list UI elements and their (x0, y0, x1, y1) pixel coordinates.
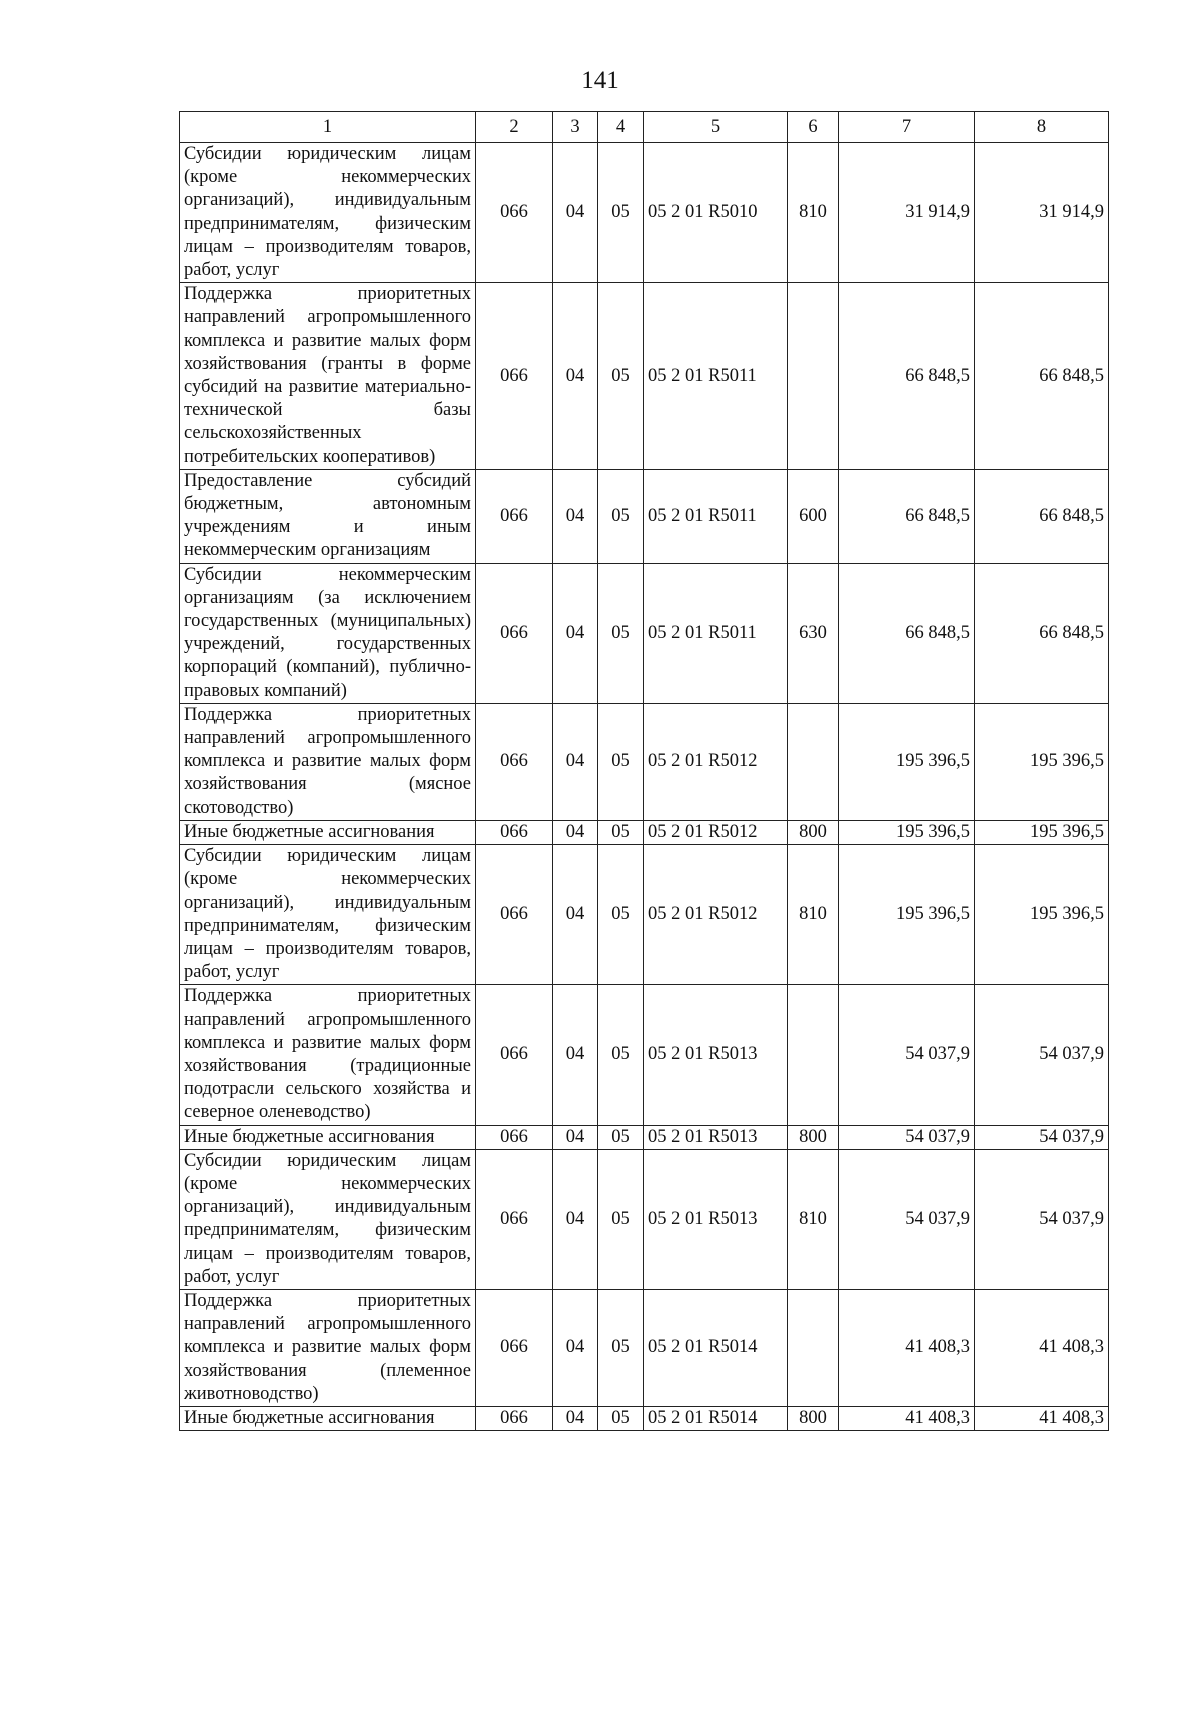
header-row (180, 112, 1109, 143)
section-code-cell: 04 (553, 563, 598, 703)
amount-total-cell: 41 408,3 (975, 1406, 1109, 1430)
description-cell: Иные бюджетные ассигнования (180, 820, 476, 844)
table-row (180, 1149, 1109, 1289)
section-code-cell: 04 (553, 143, 598, 283)
section-code-cell: 04 (553, 820, 598, 844)
description-cell: Поддержка приоритетных направлений агропромышленного комплекса и развитие малых форм хозяйствования (племенное животноводство) (180, 1289, 476, 1406)
table-row (180, 1406, 1109, 1430)
section-code-cell: 04 (553, 1289, 598, 1406)
expense-type-cell: 810 (788, 845, 839, 985)
expense-type-cell: 630 (788, 563, 839, 703)
target-article-cell: 05 2 01 R5013 (644, 1149, 788, 1289)
subsection-code-cell: 05 (598, 563, 644, 703)
table-row (180, 563, 1109, 703)
subsection-code-cell: 05 (598, 143, 644, 283)
table-row (180, 283, 1109, 470)
section-code-cell: 04 (553, 283, 598, 470)
header-cell-8: 8 (975, 112, 1109, 143)
section-code-cell: 04 (553, 1149, 598, 1289)
table-row (180, 469, 1109, 563)
table-body (180, 143, 1109, 1431)
target-article-cell: 05 2 01 R5010 (644, 143, 788, 283)
description-cell: Субсидии юридическим лицам (кроме некоммерческих организаций), индивидуальным предпринимателям, физическим лицам – производителям товаров, работ, услуг (180, 143, 476, 283)
amount-total-cell: 195 396,5 (975, 703, 1109, 820)
ministry-code-cell: 066 (476, 1149, 553, 1289)
target-article-cell: 05 2 01 R5014 (644, 1406, 788, 1430)
ministry-code-cell: 066 (476, 143, 553, 283)
subsection-code-cell: 05 (598, 1289, 644, 1406)
amount-cell: 31 914,9 (839, 143, 975, 283)
description-cell: Иные бюджетные ассигнования (180, 1406, 476, 1430)
target-article-cell: 05 2 01 R5011 (644, 563, 788, 703)
expense-type-cell (788, 1289, 839, 1406)
amount-total-cell: 54 037,9 (975, 1149, 1109, 1289)
subsection-code-cell: 05 (598, 469, 644, 563)
description-cell: Субсидии некоммерческим организациям (за исключением государственных (муниципальных) учреждений, государственных корпораций (компаний), публично-правовых компаний) (180, 563, 476, 703)
amount-cell: 41 408,3 (839, 1406, 975, 1430)
section-code-cell: 04 (553, 985, 598, 1125)
header-cell-7: 7 (839, 112, 975, 143)
expense-type-cell: 800 (788, 1125, 839, 1149)
amount-total-cell: 41 408,3 (975, 1289, 1109, 1406)
ministry-code-cell: 066 (476, 563, 553, 703)
target-article-cell: 05 2 01 R5012 (644, 703, 788, 820)
amount-cell: 54 037,9 (839, 1125, 975, 1149)
amount-cell: 195 396,5 (839, 820, 975, 844)
table-row (180, 143, 1109, 283)
amount-total-cell: 66 848,5 (975, 469, 1109, 563)
amount-cell: 54 037,9 (839, 1149, 975, 1289)
target-article-cell: 05 2 01 R5013 (644, 1125, 788, 1149)
target-article-cell: 05 2 01 R5013 (644, 985, 788, 1125)
amount-total-cell: 195 396,5 (975, 820, 1109, 844)
amount-total-cell: 54 037,9 (975, 985, 1109, 1125)
amount-total-cell: 66 848,5 (975, 563, 1109, 703)
table-row (180, 845, 1109, 985)
expense-type-cell (788, 283, 839, 470)
amount-total-cell: 31 914,9 (975, 143, 1109, 283)
subsection-code-cell: 05 (598, 703, 644, 820)
description-cell: Субсидии юридическим лицам (кроме некоммерческих организаций), индивидуальным предпринимателям, физическим лицам – производителям товаров, работ, услуг (180, 1149, 476, 1289)
header-cell-2: 2 (476, 112, 553, 143)
header-cell-1: 1 (180, 112, 476, 143)
ministry-code-cell: 066 (476, 845, 553, 985)
expense-type-cell: 810 (788, 143, 839, 283)
section-code-cell: 04 (553, 1125, 598, 1149)
ministry-code-cell: 066 (476, 820, 553, 844)
description-cell: Поддержка приоритетных направлений агропромышленного комплекса и развитие малых форм хозяйствования (гранты в форме субсидий на развитие материально-технической базы сельскохозяйственных потребительских кооперативов) (180, 283, 476, 470)
subsection-code-cell: 05 (598, 845, 644, 985)
expense-type-cell: 810 (788, 1149, 839, 1289)
description-cell: Поддержка приоритетных направлений агропромышленного комплекса и развитие малых форм хозяйствования (традиционные подотрасли сельского хозяйства и северное оленеводство) (180, 985, 476, 1125)
section-code-cell: 04 (553, 703, 598, 820)
table-row (180, 1125, 1109, 1149)
amount-cell: 66 848,5 (839, 283, 975, 470)
expense-type-cell (788, 985, 839, 1125)
amount-cell: 195 396,5 (839, 703, 975, 820)
description-cell: Субсидии юридическим лицам (кроме некоммерческих организаций), индивидуальным предпринимателям, физическим лицам – производителям товаров, работ, услуг (180, 845, 476, 985)
header-cell-5: 5 (644, 112, 788, 143)
ministry-code-cell: 066 (476, 469, 553, 563)
amount-cell: 66 848,5 (839, 563, 975, 703)
section-code-cell: 04 (553, 469, 598, 563)
amount-total-cell: 54 037,9 (975, 1125, 1109, 1149)
table-row (180, 985, 1109, 1125)
header-cell-3: 3 (553, 112, 598, 143)
header-cell-4: 4 (598, 112, 644, 143)
amount-cell: 195 396,5 (839, 845, 975, 985)
table-header (180, 112, 1109, 143)
ministry-code-cell: 066 (476, 985, 553, 1125)
table-row (180, 1289, 1109, 1406)
expense-type-cell: 800 (788, 820, 839, 844)
amount-cell: 54 037,9 (839, 985, 975, 1125)
ministry-code-cell: 066 (476, 283, 553, 470)
expense-type-cell: 600 (788, 469, 839, 563)
expense-type-cell: 800 (788, 1406, 839, 1430)
ministry-code-cell: 066 (476, 1289, 553, 1406)
amount-total-cell: 66 848,5 (975, 283, 1109, 470)
subsection-code-cell: 05 (598, 283, 644, 470)
description-cell: Иные бюджетные ассигнования (180, 1125, 476, 1149)
target-article-cell: 05 2 01 R5014 (644, 1289, 788, 1406)
description-cell: Поддержка приоритетных направлений агропромышленного комплекса и развитие малых форм хозяйствования (мясное скотоводство) (180, 703, 476, 820)
ministry-code-cell: 066 (476, 1125, 553, 1149)
subsection-code-cell: 05 (598, 1406, 644, 1430)
subsection-code-cell: 05 (598, 820, 644, 844)
target-article-cell: 05 2 01 R5011 (644, 283, 788, 470)
ministry-code-cell: 066 (476, 1406, 553, 1430)
ministry-code-cell: 066 (476, 703, 553, 820)
target-article-cell: 05 2 01 R5011 (644, 469, 788, 563)
target-article-cell: 05 2 01 R5012 (644, 820, 788, 844)
header-cell-6: 6 (788, 112, 839, 143)
amount-cell: 41 408,3 (839, 1289, 975, 1406)
subsection-code-cell: 05 (598, 1125, 644, 1149)
target-article-cell: 05 2 01 R5012 (644, 845, 788, 985)
expense-type-cell (788, 703, 839, 820)
table-row (180, 703, 1109, 820)
table-row (180, 820, 1109, 844)
page-number: 141 (581, 67, 619, 94)
budget-table (179, 111, 1109, 1431)
section-code-cell: 04 (553, 1406, 598, 1430)
subsection-code-cell: 05 (598, 985, 644, 1125)
amount-cell: 66 848,5 (839, 469, 975, 563)
description-cell: Предоставление субсидий бюджетным, автономным учреждениям и иным некоммерческим организациям (180, 469, 476, 563)
section-code-cell: 04 (553, 845, 598, 985)
amount-total-cell: 195 396,5 (975, 845, 1109, 985)
subsection-code-cell: 05 (598, 1149, 644, 1289)
